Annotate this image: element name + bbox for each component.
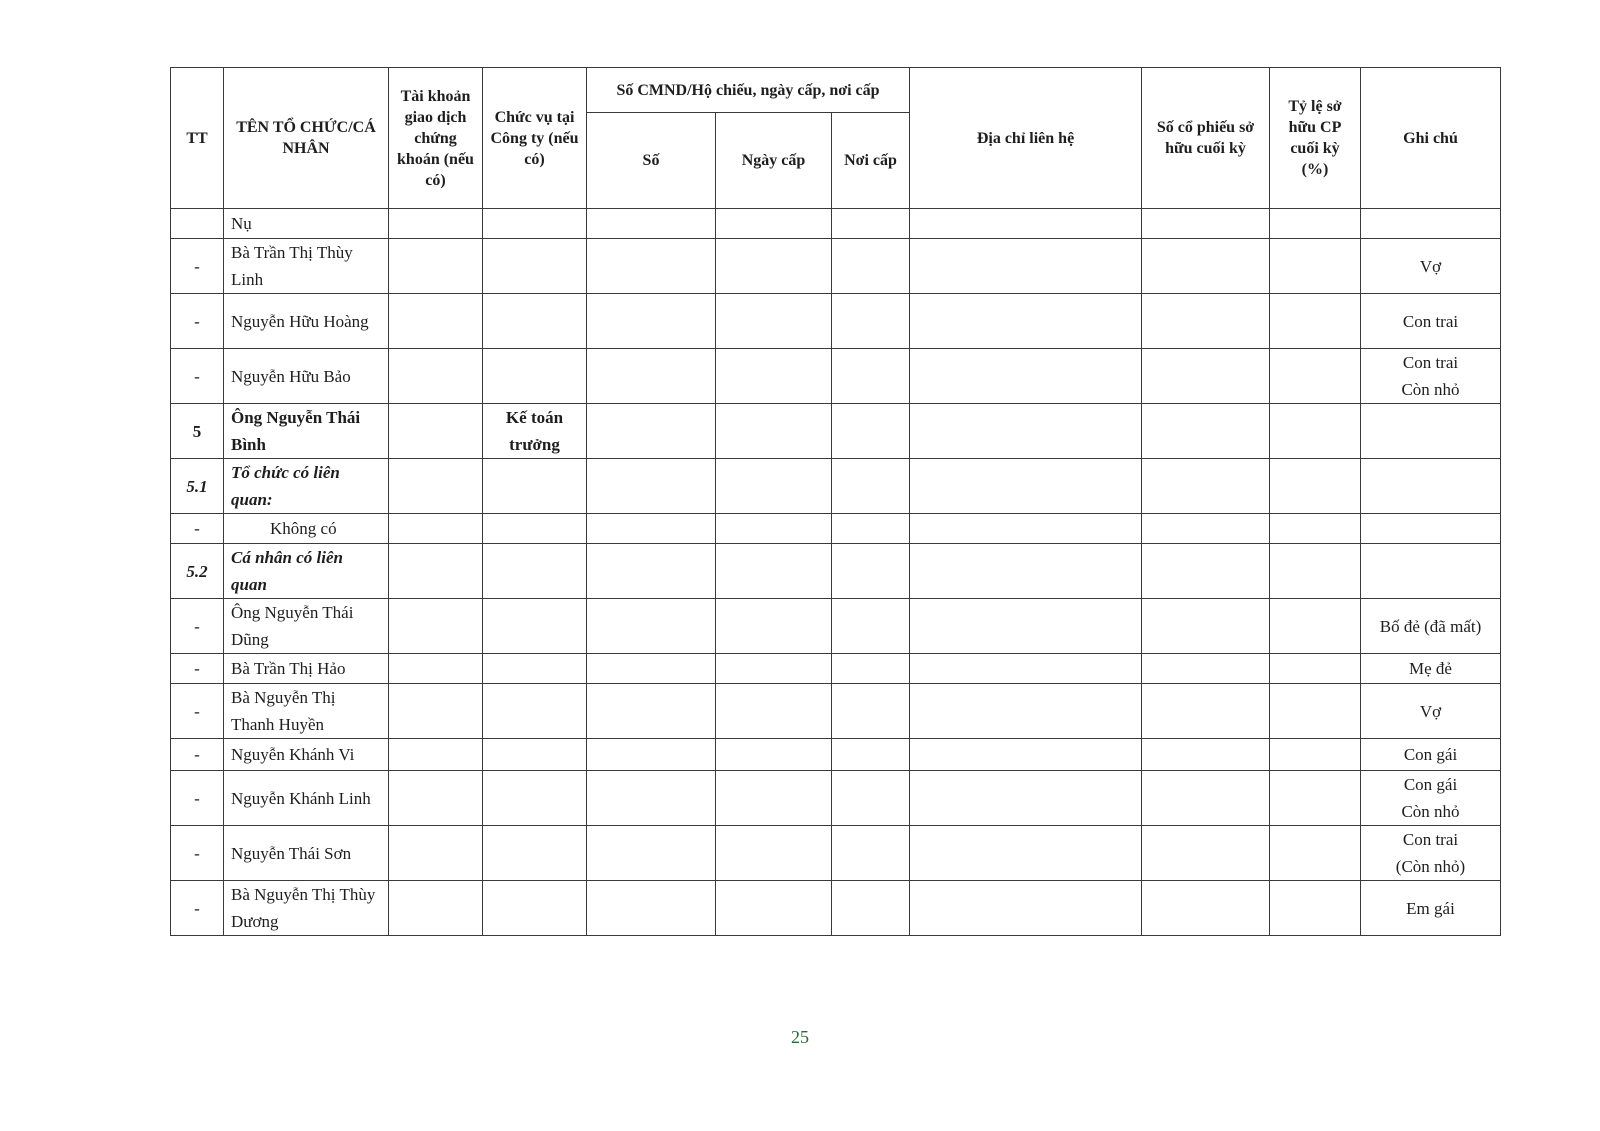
row-position xyxy=(483,684,587,739)
header-account: Tài khoản giao dịch chứng khoán (nếu có) xyxy=(389,68,483,209)
row-tt xyxy=(171,209,224,239)
header-id-group: Số CMND/Hộ chiếu, ngày cấp, nơi cấp xyxy=(587,68,910,113)
row-name: Ông Nguyễn Thái Bình xyxy=(224,404,389,459)
row-tt: - xyxy=(171,239,224,294)
row-position xyxy=(483,771,587,826)
row-name: Nguyễn Hữu Bảo xyxy=(224,349,389,404)
row-name: Bà Trần Thị Thùy Linh xyxy=(224,239,389,294)
row-tt: - xyxy=(171,826,224,881)
row-name: Nguyễn Thái Sơn xyxy=(224,826,389,881)
header-id-date: Ngày cấp xyxy=(716,113,832,209)
header-note: Ghi chú xyxy=(1361,68,1501,209)
row-name: Bà Nguyễn Thị Thanh Huyền xyxy=(224,684,389,739)
row-tt: 5.1 xyxy=(171,459,224,514)
header-name: TÊN TỔ CHỨC/CÁ NHÂN xyxy=(224,68,389,209)
row-name: Nụ xyxy=(224,209,389,239)
page-number: 25 xyxy=(791,1027,809,1047)
row-note: Mẹ đẻ xyxy=(1361,654,1501,684)
row-note: Em gái xyxy=(1361,881,1501,936)
row-note: Vợ xyxy=(1361,239,1501,294)
table-row xyxy=(171,684,1501,739)
row-tt: - xyxy=(171,294,224,349)
table-row xyxy=(171,544,1501,599)
row-position xyxy=(483,599,587,654)
row-tt: - xyxy=(171,349,224,404)
row-tt: - xyxy=(171,684,224,739)
row-position xyxy=(483,514,587,544)
related-persons-table xyxy=(170,67,1501,936)
row-name: Không có xyxy=(224,514,389,544)
row-tt: - xyxy=(171,881,224,936)
row-name: Nguyễn Khánh Vi xyxy=(224,739,389,771)
row-name: Nguyễn Hữu Hoàng xyxy=(224,294,389,349)
row-note: Con gái xyxy=(1361,739,1501,771)
row-position xyxy=(483,209,587,239)
row-note: Con gái Còn nhỏ xyxy=(1361,771,1501,826)
row-tt: - xyxy=(171,739,224,771)
row-name: Ông Nguyễn Thái Dũng xyxy=(224,599,389,654)
row-position xyxy=(483,239,587,294)
table-row xyxy=(171,739,1501,771)
table-row xyxy=(171,771,1501,826)
row-position: Kế toán trưởng xyxy=(483,404,587,459)
row-note: Vợ xyxy=(1361,684,1501,739)
row-note: Con trai xyxy=(1361,294,1501,349)
row-note xyxy=(1361,404,1501,459)
header-id-no: Số xyxy=(587,113,716,209)
table-row xyxy=(171,826,1501,881)
row-name: Cá nhân có liên quan xyxy=(224,544,389,599)
row-position xyxy=(483,544,587,599)
table-row xyxy=(171,599,1501,654)
row-name: Tổ chức có liên quan: xyxy=(224,459,389,514)
row-note: Bố đẻ (đã mất) xyxy=(1361,599,1501,654)
table-row xyxy=(171,294,1501,349)
row-position xyxy=(483,826,587,881)
row-note xyxy=(1361,514,1501,544)
row-tt: - xyxy=(171,771,224,826)
table-row xyxy=(171,459,1501,514)
row-note: Con trai Còn nhỏ xyxy=(1361,349,1501,404)
table-row xyxy=(171,404,1501,459)
table-row xyxy=(171,514,1501,544)
header-id-place: Nơi cấp xyxy=(832,113,910,209)
header-address: Địa chỉ liên hệ xyxy=(910,68,1142,209)
row-tt: - xyxy=(171,599,224,654)
table-row xyxy=(171,654,1501,684)
table-row xyxy=(171,881,1501,936)
table-row xyxy=(171,349,1501,404)
header-position: Chức vụ tại Công ty (nếu có) xyxy=(483,68,587,209)
row-position xyxy=(483,294,587,349)
row-note xyxy=(1361,209,1501,239)
row-note: Con trai (Còn nhỏ) xyxy=(1361,826,1501,881)
header-tt: TT xyxy=(171,68,224,209)
row-name: Bà Nguyễn Thị Thùy Dương xyxy=(224,881,389,936)
row-note xyxy=(1361,459,1501,514)
header-shares: Số cổ phiếu sở hữu cuối kỳ xyxy=(1142,68,1270,209)
row-name: Bà Trần Thị Hảo xyxy=(224,654,389,684)
row-position xyxy=(483,349,587,404)
row-position xyxy=(483,881,587,936)
row-position xyxy=(483,654,587,684)
row-tt: - xyxy=(171,654,224,684)
row-note xyxy=(1361,544,1501,599)
row-tt: - xyxy=(171,514,224,544)
row-position xyxy=(483,459,587,514)
table-row xyxy=(171,239,1501,294)
row-tt: 5.2 xyxy=(171,544,224,599)
row-name: Nguyễn Khánh Linh xyxy=(224,771,389,826)
table-row xyxy=(171,209,1501,239)
row-tt: 5 xyxy=(171,404,224,459)
row-position xyxy=(483,739,587,771)
header-ratio: Tỷ lệ sở hữu CP cuối kỳ (%) xyxy=(1270,68,1361,209)
